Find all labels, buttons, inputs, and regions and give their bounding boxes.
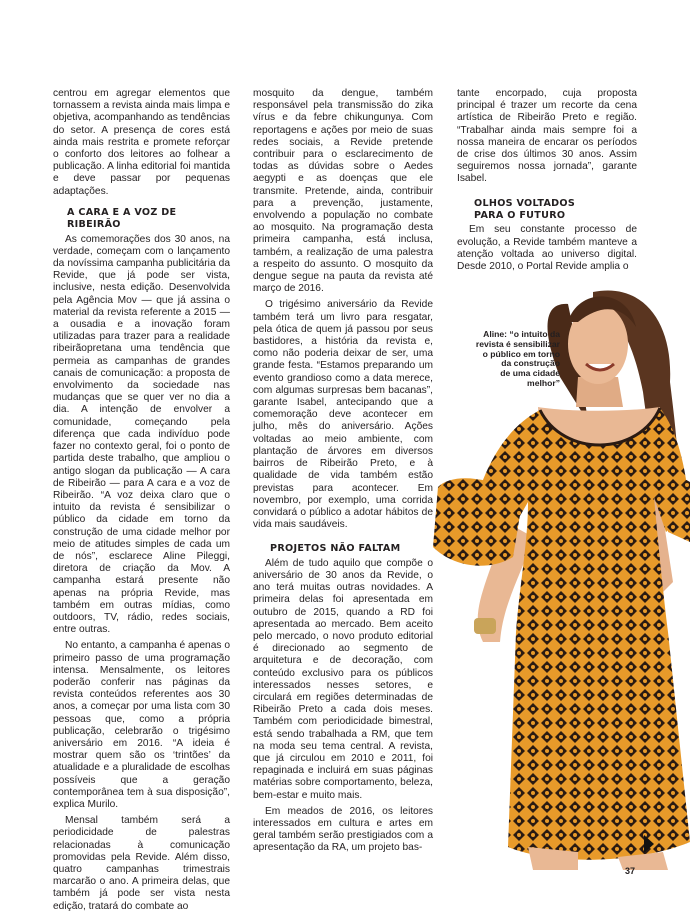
section-heading-line: PARA O FUTURO bbox=[474, 210, 566, 222]
paragraph: No entanto, a campanha é apenas o primeiro passo de uma programação intensa. Mensalmente, os leitores poderão conferir nas páginas da revista conteúdos referentes aos 30 anos, a começar por uma lista com 30 pessoas que, como a própria publicação, celebrarão o trigésimo aniversário em 2016. “A ideia é mostrar quem são os ‘trintões’ da atualidade e a pluralidade de escolhas possíveis que a geração contemporânea tem à sua disposição”, explica Murilo. bbox=[53, 640, 230, 810]
paragraph: mosquito da dengue, também responsável pela transmissão do zika vírus e da febre chikungunya. Com reportagens e ações por meio de suas redes sociais, a Revide pretende contribuir para o esclarecimento de todas as dúvidas sobre o Aedes aegypti e as doenças que ele transmite. Pretende, ainda, contribuir para a prevenção, justamente, envolvendo a população no combate ao mosquito. Na programação desta primeira campanha, está inclusa, também, a realização de uma palestra a respeito do assunto. O mosquito da dengue segue na pauta da revista até março de 2016. bbox=[253, 88, 433, 295]
paragraph: tante encorpado, cuja proposta principal é trazer um recorte da cena artística de Ribeirão Preto e região. “Trabalhar ainda mais sempre foi a nossa maneira de encarar os períodos de crise dos últimos 30 anos. Assim seguiremos nossa jornada”, garante Isabel. bbox=[457, 88, 637, 185]
paragraph: Além de tudo aquilo que compõe o aniversário de 30 anos da Revide, o ano terá muitas outras novidades. A primeira delas foi apresentada em outubro de 2015, quando a RD foi apresentada ao mercado. Bem aceito pelo mercado, o novo produto editorial é direcionado ao segmento de arquitetura e de decoração, com conteúdo exclusivo para os públicos interessados nesses setores, e circulará em regiões determinadas de Ribeirão Preto a cada dois meses. Também com periodicidade bimestral, está sendo trabalhada a RM, que tem na moda seu tema central. A revista, que já circulou em 2010 e 2011, foi repaginada e incluirá em suas páginas matérias sobre comportamento, beleza, bem-estar e muito mais. bbox=[253, 557, 433, 801]
caption-line: de uma cidade bbox=[500, 368, 560, 379]
dress bbox=[468, 408, 690, 860]
paragraph: As comemorações dos 30 anos, na verdade, começam com o lançamento da novíssima campanha publicitária da Revide, que já pode ser vista, inclusive, nesta edição. Desenvolvida pela Agência Mov — que já assina o material da revista referente a 2015 — a ousadia e a inovação foram utilizadas para trazer para a realidade ribeirãopretana uma tendência que permeia as campanhas de grandes canais de comunicação: a proposta de envolvimento da sociedade nas mudanças que se quer ver no dia a dia. A intenção de envolver a comunidade, começando pela diferença que cada indivíduo pode fazer no contexto geral, foi o ponto de partida deste trabalho, que ampliou o antigo slogan da publicação — A cara de Ribeirão — para A cara e a voz de Ribeirão. “A voz deixa claro que o intuito da revista é sensibilizar o público da cidade em torno da construção de uma cidade melhor por meio de atitudes simples de cada um de nós”, esclarece Aline Pileggi, diretora de criação da Mov. A campanha estará presente não apenas na própria Revide, mas também em outras mídias, como outdoors, TV, rádio, redes sociais, entre outras. bbox=[53, 233, 230, 636]
section-heading: A CARA E A VOZ DE RIBEIRÃO bbox=[67, 206, 177, 231]
section-heading-line: OLHOS VOLTADOS bbox=[474, 197, 576, 209]
paragraph: centrou em agregar elementos que tornassem a revista ainda mais limpa e objetiva, acompanhando as tendências do setor. A presença de cores está ainda mais restrita e promete reforçar o conforto dos leitores ao folhear a publicação. A linha editorial foi mantida e deve passar por pequenas adaptações. bbox=[53, 88, 230, 197]
caption-line: melhor” bbox=[527, 377, 560, 388]
text-column-3 bbox=[457, 88, 637, 273]
paragraph: O trigésimo aniversário da Revide também terá um livro para resgatar, pela ótica de quem já passou por seus bastidores, a história da revista e, como não poderia deixar de ser, uma grande festa. “Estamos preparando um evento grandioso como a data merece, com algumas surpresas bem bacanas”, garante Isabel, antecipando que a comemoração deve acontecer em julho, mês do aniversário. Ações voltadas ao meio ambiente, com plantação de árvores em diversos bairros de Ribeirão Preto, e à qualidade de vida também estão previstas para acontecer. Em novembro, por exemplo, uma corrida convidará o público a adotar hábitos de vida mais saudáveis. bbox=[253, 299, 433, 531]
caption-line: da construção bbox=[501, 358, 560, 369]
bracelet bbox=[474, 618, 496, 634]
photo-caption bbox=[447, 330, 560, 389]
caption-line: Aline: “o intuito da bbox=[483, 329, 560, 339]
next-page-arrow-icon bbox=[644, 835, 654, 853]
text-column-1 bbox=[53, 88, 230, 913]
paragraph: Mensal também será a periodicidade de palestras relacionadas à comunicação promovidas pela Revide. Além disso, quatro campanhas trimestrais marcarão o ano. A primeira delas, que também já pode ser vista nesta edição, tratará do combate ao bbox=[53, 815, 230, 912]
text-column-2 bbox=[253, 88, 433, 855]
section-heading bbox=[474, 198, 637, 223]
page-number: 37 bbox=[625, 866, 636, 876]
caption-line: revista é sensibilizar bbox=[475, 338, 560, 349]
caption-line: o público em torno bbox=[482, 348, 560, 359]
paragraph: Em seu constante processo de evolução, a Revide também manteve a atenção voltada ao universo digital. Desde 2010, o Portal Revide amplia o bbox=[457, 224, 637, 273]
sleeve-ruffle bbox=[433, 478, 523, 565]
section-heading: PROJETOS NÃO FALTAM bbox=[270, 543, 401, 555]
paragraph: Em meados de 2016, os leitores interessados em cultura e artes em geral também serão prestigiados com a apresentação da RA, um projeto bas- bbox=[253, 805, 433, 854]
